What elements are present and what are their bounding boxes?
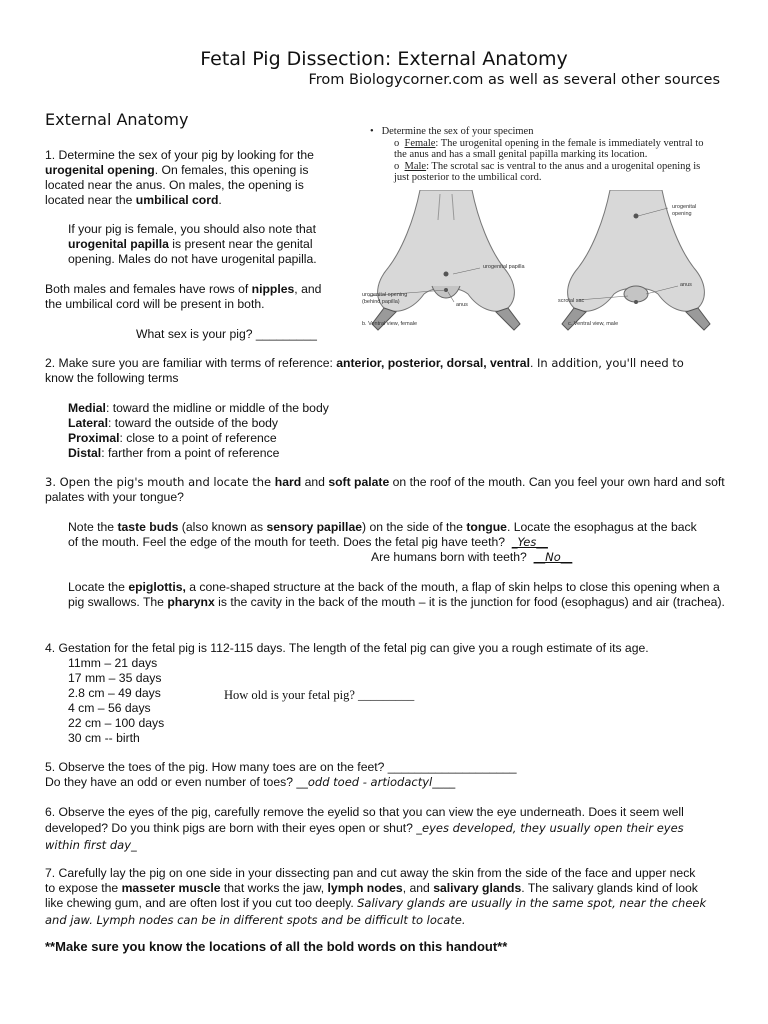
salivary-answer-1: Salivary glands are usually in the same spot, near the cheek (357, 896, 707, 910)
label-anus-female: anus (456, 302, 468, 308)
sex-determination-figure (358, 118, 713, 333)
figure-bullet: • Determine the sex of your specimen (370, 126, 534, 137)
label-opening: opening (672, 211, 692, 217)
term-lateral: Lateral: toward the outside of the body (68, 416, 279, 430)
q1-nipples: Both males and females have rows of nipples, and the umbilical cord will be present in both. (45, 282, 322, 311)
q7-line3: like chewing gum, and are often lost if you cut too deeply. Salivary glands are usually in the same spot, near the cheek (45, 896, 707, 910)
footer-note: **Make sure you know the locations of all the bold words on this handout** (45, 939, 508, 954)
q4-intro: 4. Gestation for the fetal pig is 112-115 days. The length of the fetal pig can give you a rough estimate of its age. (45, 641, 649, 655)
label-anus-male: anus (680, 282, 692, 288)
q7-line1: 7. Carefully lay the pig on one side in your dissecting pan and cut away the skin from the side of the face and upper neck (45, 866, 696, 880)
figure-male-text: o Male: The scrotal sac is ventral to the anus and a urogenital opening is just posterior to the umbilical cord. (394, 161, 701, 183)
q3-epiglottis: Locate the epiglottis, a cone-shaped structure at the back of the mouth, a flap of skin helps to close this opening when a pig swallows. The pharynx is the cavity in the back of the mouth – it is the junction for food (esophagus) and air (trachea). (68, 580, 725, 609)
q1-question: What sex is your pig? _________ (136, 327, 317, 341)
label-behind-papilla: (behind papilla) (362, 299, 400, 305)
q1-intro: 1. Determine the sex of your pig by looking for the urogenital opening. On females, this opening is located near the anus. On males, the opening is located near the umbilical cord. (45, 148, 314, 207)
section-heading: External Anatomy (45, 110, 189, 129)
q6-line2: developed? Do you think pigs are born with their eyes open or shut? _eyes developed, they usually open their eyes (45, 821, 684, 835)
q3-taste-buds: Note the taste buds (also known as sensory papillae) on the side of the tongue. Locate the esophagus at the back (68, 520, 697, 534)
term-medial: Medial: toward the midline or middle of the body (68, 401, 329, 415)
size-row: 22 cm – 100 days (68, 716, 165, 730)
size-row: 17 mm – 35 days (68, 671, 162, 685)
size-row: 30 cm -- birth (68, 731, 140, 745)
caption-male: c. Ventral view, male (568, 321, 619, 327)
salivary-answer-2: and jaw. Lymph nodes can be in different spots and be difficult to locate. (45, 913, 466, 927)
size-row: 2.8 cm – 49 days (68, 686, 161, 700)
q7-line4 (45, 911, 466, 929)
page-subtitle: From Biologycorner.com as well as several other sources (308, 72, 720, 88)
q2-terms-list (68, 401, 329, 461)
q3-teeth-question: of the mouth. Feel the edge of the mouth for teeth. Does the fetal pig have teeth? _Yes__ (68, 535, 548, 549)
caption-female: b. Ventral view, female (362, 321, 418, 327)
q3-humans-question: Are humans born with teeth? __No__ (371, 550, 573, 564)
term-proximal: Proximal: close to a point of reference (68, 431, 277, 445)
pig-ventral-drawings (358, 190, 713, 333)
q4-question: How old is your fetal pig? _________ (224, 688, 415, 702)
q3-intro: 3. Open the pig's mouth and locate the hard and soft palate on the roof of the mouth. Can you feel your own hard and soft palates with your tongue? (45, 475, 725, 504)
label-urogenital-papilla: urogenital papilla (483, 264, 525, 270)
label-scrotal-sac: scrotal sac (558, 298, 585, 304)
eyes-answer-1: _eyes developed, they usually open their eyes (416, 821, 684, 835)
label-urogenital-opening: urogenital opening (362, 292, 408, 298)
q2-intro: 2. Make sure you are familiar with terms of reference: anterior, posterior, dorsal, ventral. In addition, you'll need to know the following terms (45, 356, 684, 385)
teeth-answer: _Yes__ (511, 535, 548, 549)
toes-answer: __odd toed - artiodactyl____ (296, 775, 456, 789)
q5-line1: 5. Observe the toes of the pig. How many toes are on the feet? ___________________ (45, 760, 517, 774)
figure-female-text: o Female: The urogenital opening in the female is immediately ventral to the anus and has a small genital papilla marking its location. (394, 138, 704, 160)
female-pig-drawing (368, 190, 520, 330)
q6-line3 (45, 836, 137, 854)
q5-line2: Do they have an odd or even number of toes? __odd toed - artiodactyl____ (45, 775, 456, 789)
humans-answer: __No__ (533, 550, 573, 564)
q7-line2: to expose the masseter muscle that works the jaw, lymph nodes, and salivary glands. The salivary glands kind of look (45, 881, 698, 895)
page-title: Fetal Pig Dissection: External Anatomy (200, 48, 568, 70)
label-urogenital: urogenital (672, 204, 697, 210)
q1-female-note: If your pig is female, you should also note that urogenital papilla is present near the genital opening. Males do not have urogenital papilla. (68, 222, 317, 266)
size-row: 4 cm – 56 days (68, 701, 151, 715)
size-row: 11mm – 21 days (68, 656, 158, 670)
q6-line1: 6. Observe the eyes of the pig, carefully remove the eyelid so that you can view the eye underneath. Does it seem well (45, 805, 684, 819)
q4-size-list (68, 656, 164, 746)
eyes-answer-2: within first day_ (45, 838, 137, 852)
term-distal: Distal: farther from a point of reference (68, 446, 280, 460)
